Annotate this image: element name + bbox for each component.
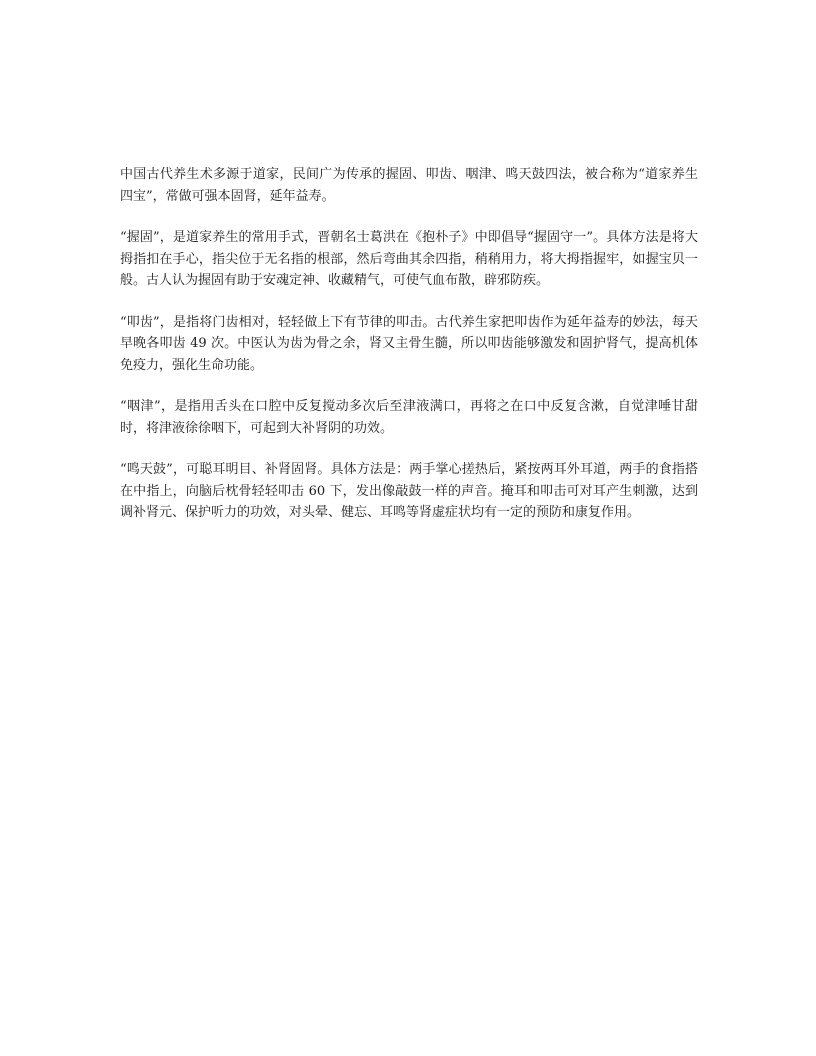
document-body — [120, 164, 698, 544]
paragraph-yanjin: “咽津”，是指用舌头在口腔中反复搅动多次后至津液满口，再将之在口中反复含漱，自觉津唾甘甜时，将津液徐徐咽下，可起到大补肾阴的功效。 — [120, 399, 698, 436]
paragraph-wogu: “握固”，是道家养生的常用手式，晋朝名士葛洪在《抱朴子》中即倡导“握固守一”。具体方法是将大拇指扣在手心，指尖位于无名指的根部，然后弯曲其余四指，稍稍用力，将大拇指握牢，如握宝贝一般。古人认为握固有助于安魂定神、收藏精气，可使气血布散，辟邪防疾。 — [120, 230, 698, 288]
paragraph-intro: 中国古代养生术多源于道家，民间广为传承的握固、叩齿、咽津、鸣天鼓四法，被合称为“道家养生四宝”，常做可强本固肾，延年益寿。 — [120, 167, 698, 204]
paragraph-kouchi: “叩齿”，是指将门齿相对，轻轻做上下有节律的叩击。古代养生家把叩齿作为延年益寿的妙法，每天早晚各叩齿 49 次。中医认为齿为骨之余，肾又主骨生髓，所以叩齿能够激发和固护肾气，提高机体免疫力，强化生命功能。 — [120, 314, 698, 373]
paragraph-mingtiangu: “鸣天鼓”，可聪耳明目、补肾固肾。具体方法是：两手掌心搓热后，紧按两耳外耳道，两手的食指搭在中指上，向脑后枕骨轻轻叩击 60 下，发出像敲鼓一样的声音。掩耳和叩击可对耳产生刺激，达到调补肾元、保护听力的功效，对头晕、健忘、耳鸣等肾虚症状均有一定的预防和康复作用。 — [120, 462, 698, 520]
